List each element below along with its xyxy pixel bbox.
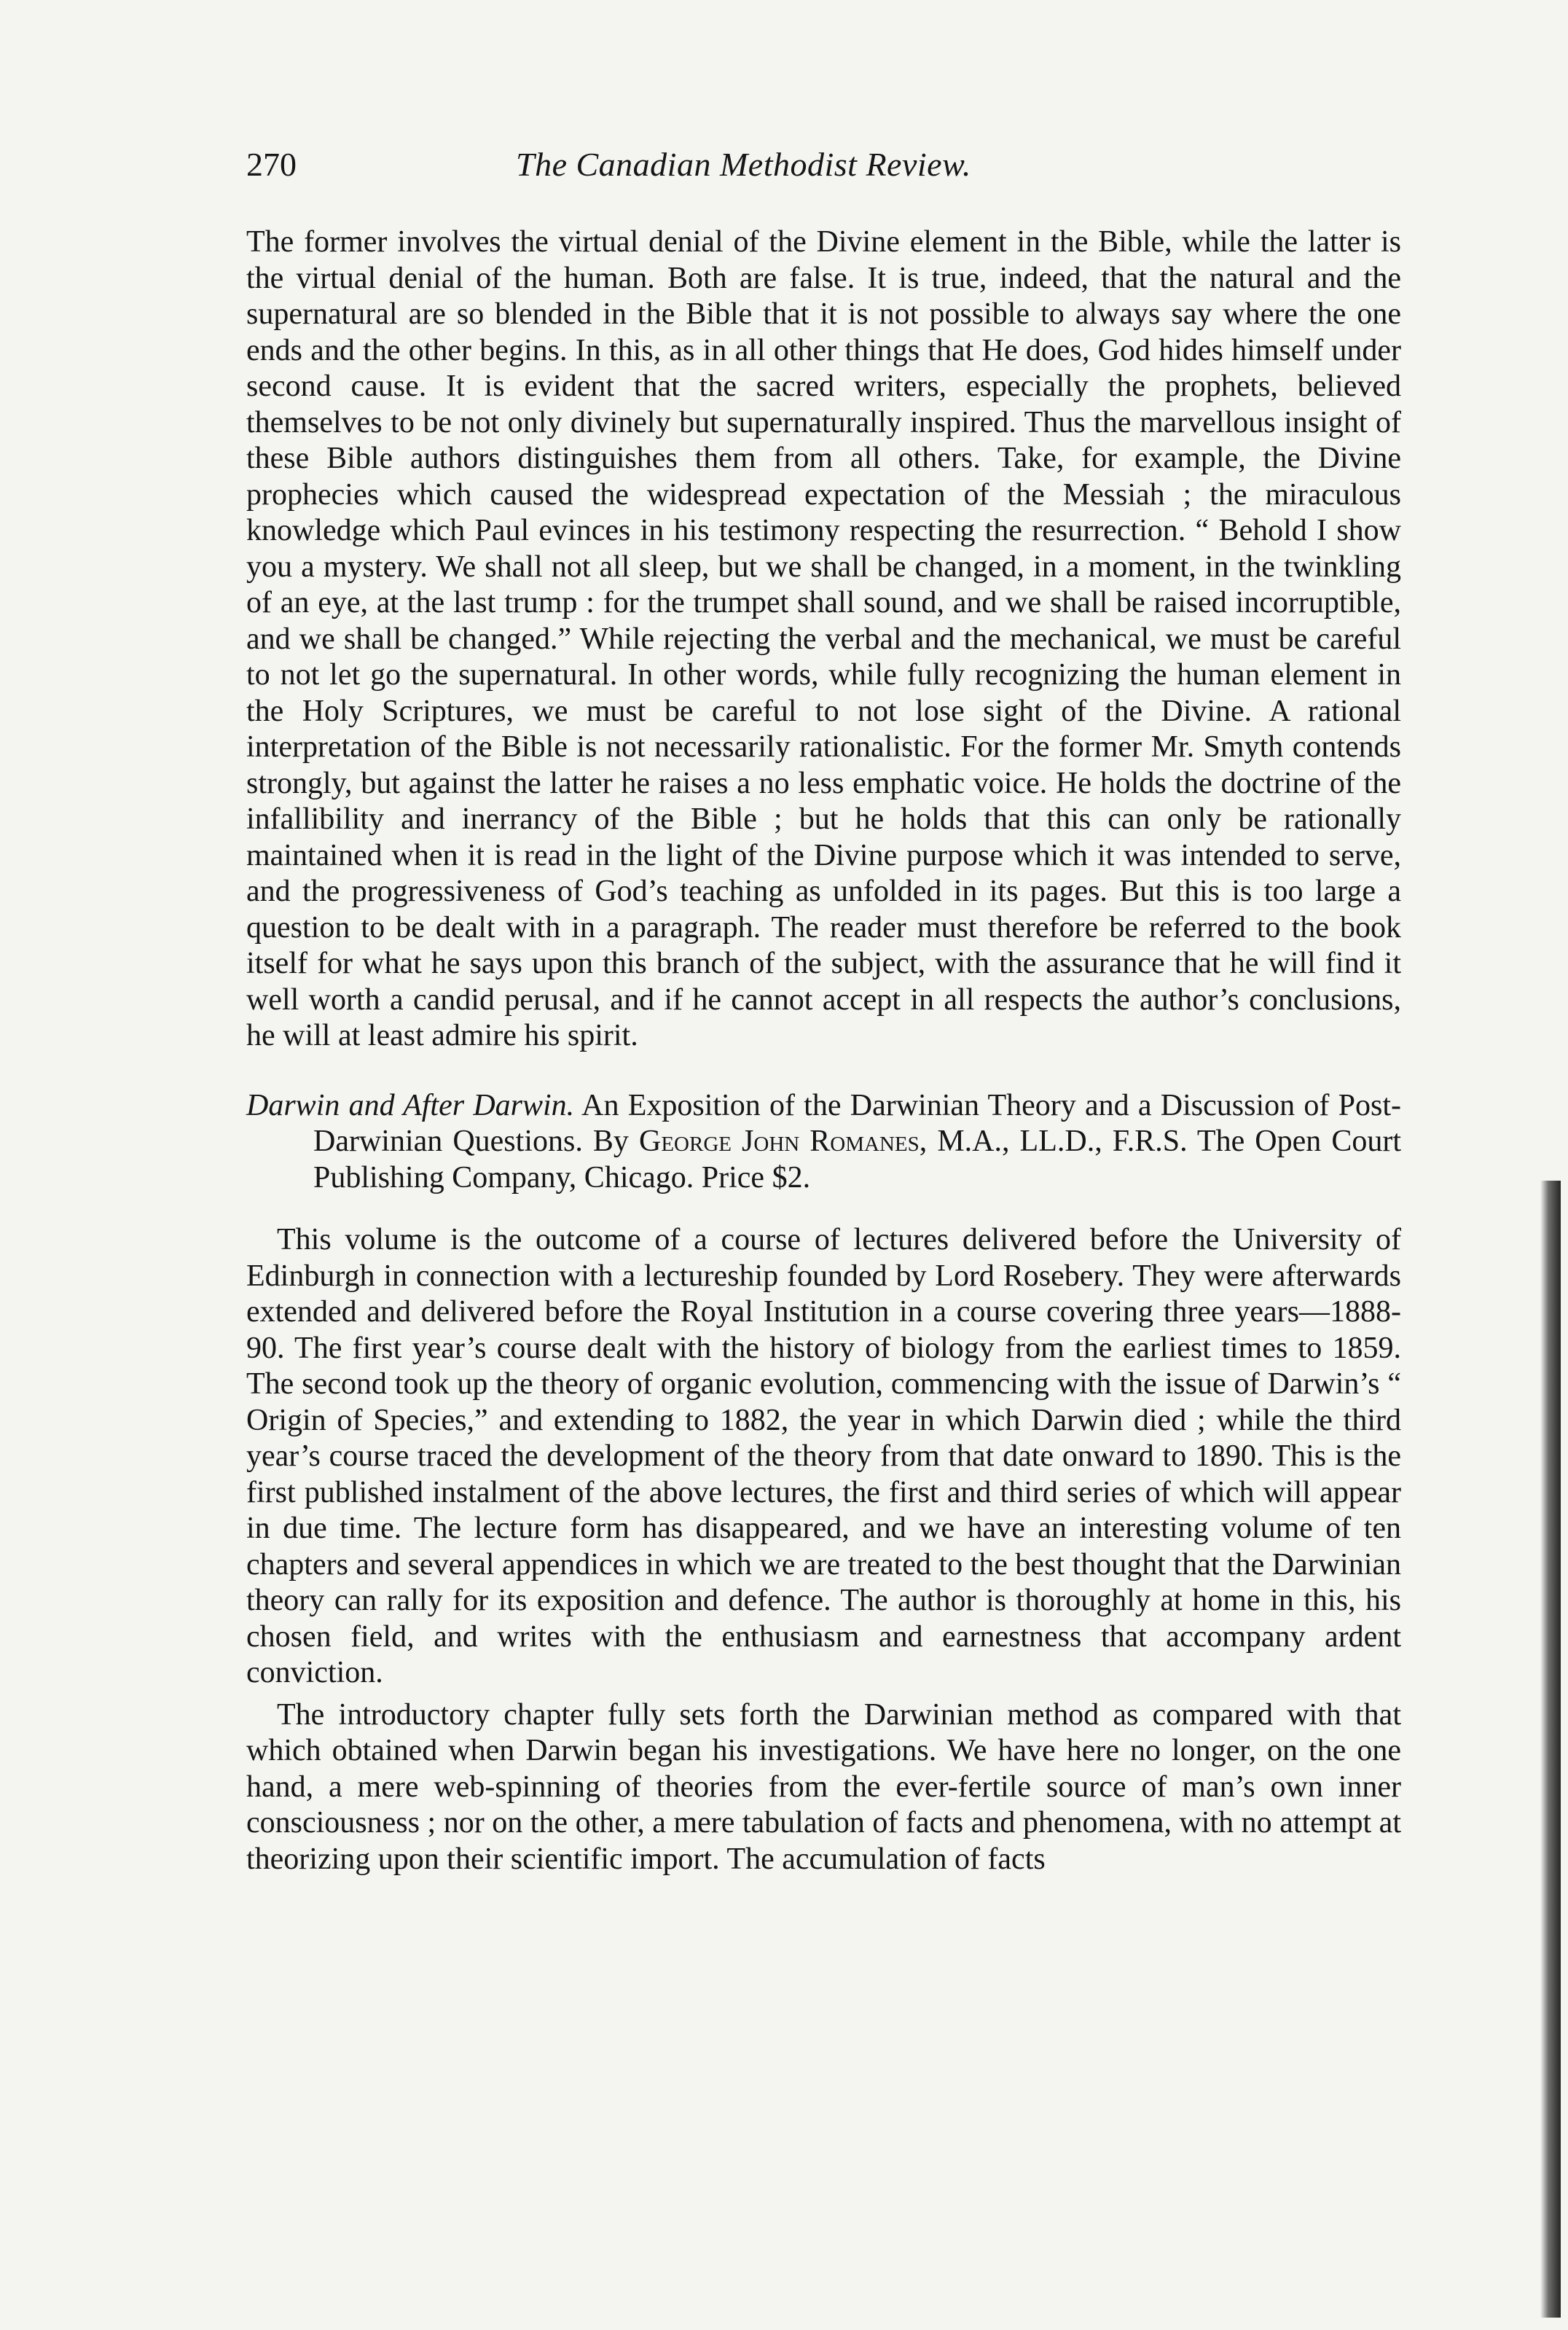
body-text: [246, 224, 1401, 1877]
review-paragraph-2: The introductory chapter fully sets forth the Darwinian method as compared with that which obtained when Darwin began his investigations. We have here no longer, on the one hand, a mere web-spinning of theories from the ever-fertile source of man’s own inner consciousness ; nor on the other, a mere tabulation of facts and phenomena, with no attempt at theorizing upon their scientific import. The accumulation of facts: [246, 1697, 1401, 1876]
running-title: The Canadian Methodist Review.: [516, 146, 971, 183]
book-description: An Exposition of the Darwinian Theory and a Discussion of Post-Darwinian Questions. By: [313, 1088, 1401, 1158]
book-author: George John Romanes: [638, 1125, 920, 1158]
page-edge-shadow: [1540, 1181, 1561, 2318]
paragraph-gap: [246, 1692, 1401, 1697]
book-review-entry: [246, 1088, 1401, 1197]
page-number: 270: [246, 146, 297, 183]
book-publication-details: , M.A., LL.D., F.R.S. The Open Court Publishing Company, Chicago. Price $2.: [313, 1125, 1401, 1195]
review-paragraph-1: This volume is the outcome of a course of lectures delivered before the University of Edinburgh in connection with a lectureship founded by Lord Rosebery. They were afterwards extended and delivered before the Royal Institution in a course covering three years—1888-90. The first year’s course dealt with the history of biology from the earliest times to 1859. The second took up the theory of organic evolution, commencing with the issue of Darwin’s “ Origin of Species,” and extending to 1882, the year in which Darwin died ; while the third year’s course traced the development of the theory from that date onward to 1890. This is the first published instalment of the above lectures, the first and third series of which will appear in due time. The lecture form has disappeared, and we have an interesting volume of ten chapters and several appendices in which we are treated to the best thought that the Darwinian theory can rally for its exposition and defence. The author is thoroughly at home in this, his chosen field, and writes with the enthusiasm and earnestness that accompany ardent conviction.: [246, 1223, 1401, 1689]
book-title: Darwin and After Darwin.: [246, 1088, 575, 1122]
paragraph-continued: The former involves the virtual denial of the Divine element in the Bible, while the latter is the virtual denial of the human. Both are false. It is true, indeed, that the natural and the supernatural are so blended in the Bible that it is not possible to always say where the one ends and the other begins. In this, as in all other things that He does, God hides himself under second cause. It is evident that the sacred writers, especially the prophets, believed themselves to be not only divinely but supernaturally inspired. Thus the marvellous insight of these Bible authors distinguishes them from all others. Take, for example, the Divine prophecies which caused the widespread expectation of the Messiah ; the miraculous knowledge which Paul evinces in his testimony respecting the resurrection. “ Behold I show you a mystery. We shall not all sleep, but we shall be changed, in a moment, in the twinkling of an eye, at the last trump : for the trumpet shall sound, and we shall be raised incorruptible, and we shall be changed.” While rejecting the verbal and the mechanical, we must be careful to not let go the supernatural. In other words, while fully recognizing the human element in the Holy Scriptures, we must be careful to not lose sight of the Divine. A rational interpretation of the Bible is not necessarily rationalistic. For the former Mr. Smyth contends strongly, but against the latter he raises a no less emphatic voice. He holds the doctrine of the infallibility and inerrancy of the Bible ; but he holds that this can only be rationally maintained when it is read in the light of the Divine purpose which it was intended to serve, and the progressiveness of God’s teaching as unfolded in its pages. But this is too large a question to be dealt with in a paragraph. The reader must therefore be referred to the book itself for what he says upon this branch of the subject, with the assurance that he will find it well worth a candid perusal, and if he cannot accept in all respects the author’s conclusions, he will at least admire his spirit.: [246, 225, 1401, 1052]
page-header: [246, 143, 1401, 194]
